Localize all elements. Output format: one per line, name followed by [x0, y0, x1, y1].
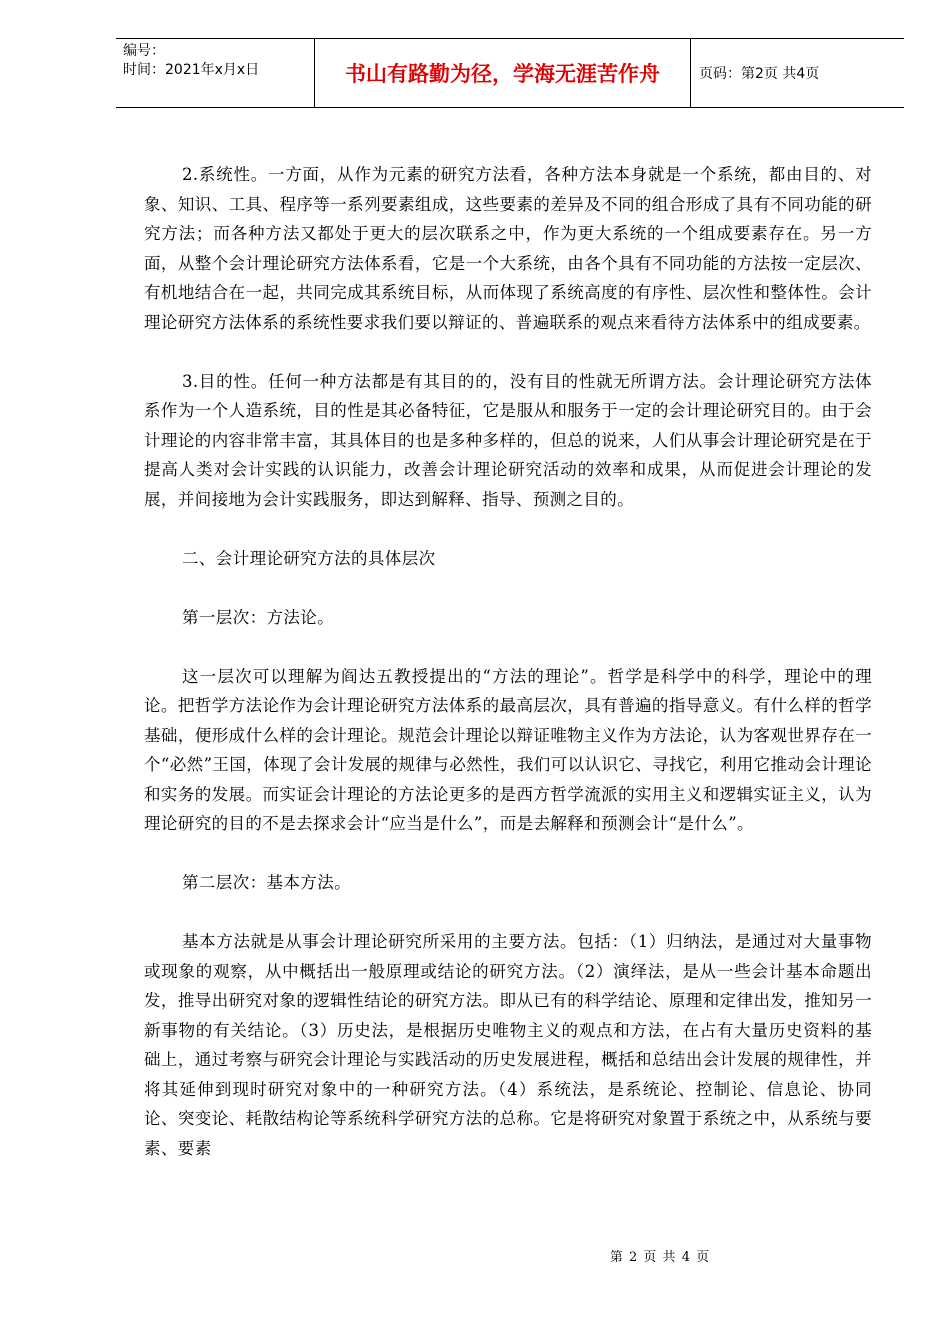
header-meta — [116, 39, 315, 107]
time-label: 时间：2021年x月x日 — [123, 62, 260, 78]
page-footer: 第 2 页 共 4 页 — [609, 1250, 711, 1265]
page-header — [116, 38, 904, 108]
paragraph-basic-methods: 基本方法就是从事会计理论研究所采用的主要方法。包括：（1）归纳法，是通过对大量事物或现象的观察，从中概括出一般原理或结论的研究方法。（2）演绎法，是从一些会计基本命题出发，推导出研究对象的逻辑性结论的研究方法。即从已有的科学结论、原理和定律出发，推知另一新事物的有关结论。（3）历史法，是根据历史唯物主义的观点和方法，在占有大量历史资料的基础上，通过考察与研究会计理论与实践活动的历史发展进程，概括和总结出会计发展的规律性，并将其延伸到现时研究对象中的一种研究方法。（4）系统法，是系统论、控制论、信息论、协同论、突变论、耗散结构论等系统科学研究方法的总称。它是将研究对象置于系统之中，从系统与要素、要素 — [144, 932, 872, 1158]
section-heading: 二、会计理论研究方法的具体层次 — [182, 548, 436, 568]
document-body — [144, 160, 872, 1193]
level-one-heading: 第一层次：方法论。 — [182, 607, 335, 627]
paragraph-methodology: 这一层次可以理解为阎达五教授提出的“方法的理论”。哲学是科学中的科学，理论中的理论。把哲学方法论作为会计理论研究方法体系的最高层次，具有普遍的指导意义。有什么样的哲学基础，便形成什么样的会计理论。规范会计理论以辩证唯物主义作为方法论，认为客观世界存在一个“必然”王国，体现了会计发展的规律与必然性，我们可以认识它、寻找它，利用它推动会计理论和实务的发展。而实证会计理论的方法论更多的是西方哲学流派的实用主义和逻辑实证主义，认为理论研究的目的不是去探求会计“应当是什么”，而是去解释和预测会计“是什么”。 — [144, 666, 872, 833]
paragraph-purpose: 3.目的性。任何一种方法都是有其目的的，没有目的性就无所谓方法。会计理论研究方法体系作为一个人造系统，目的性是其必备特征，它是服从和服务于一定的会计理论研究目的。由于会计理论的内容非常丰富，其具体目的也是多种多样的，但总的说来，人们从事会计理论研究是在于提高人类对会计实践的认识能力，改善会计理论研究活动的效率和成果，从而促进会计理论的发展，并间接地为会计实践服务，即达到解释、指导、预测之目的。 — [144, 371, 872, 509]
header-page-info: 页码：第2页 共4页 — [699, 66, 820, 82]
level-two-heading: 第二层次：基本方法。 — [182, 873, 351, 892]
number-label: 编号： — [123, 43, 165, 59]
header-motto: 书山有路勤为径，学海无涯苦作舟 — [315, 39, 691, 107]
paragraph-systematic: 2.系统性。一方面，从作为元素的研究方法看，各种方法本身就是一个系统，都由目的、对象、知识、工具、程序等一系列要素组成，这些要素的差异及不同的组合形成了具有不同功能的研究方法；而各种方法又都处于更大的层次联系之中，作为更大系统的一个组成要素存在。另一方面，从整个会计理论研究方法体系看，它是一个大系统，由各个具有不同功能的方法按一定层次、有机地结合在一起，共同完成其系统目标，从而体现了系统高度的有序性、层次性和整体性。会计理论研究方法体系的系统性要求我们要以辩证的、普遍联系的观点来看待方法体系中的组成要素。 — [144, 165, 872, 332]
